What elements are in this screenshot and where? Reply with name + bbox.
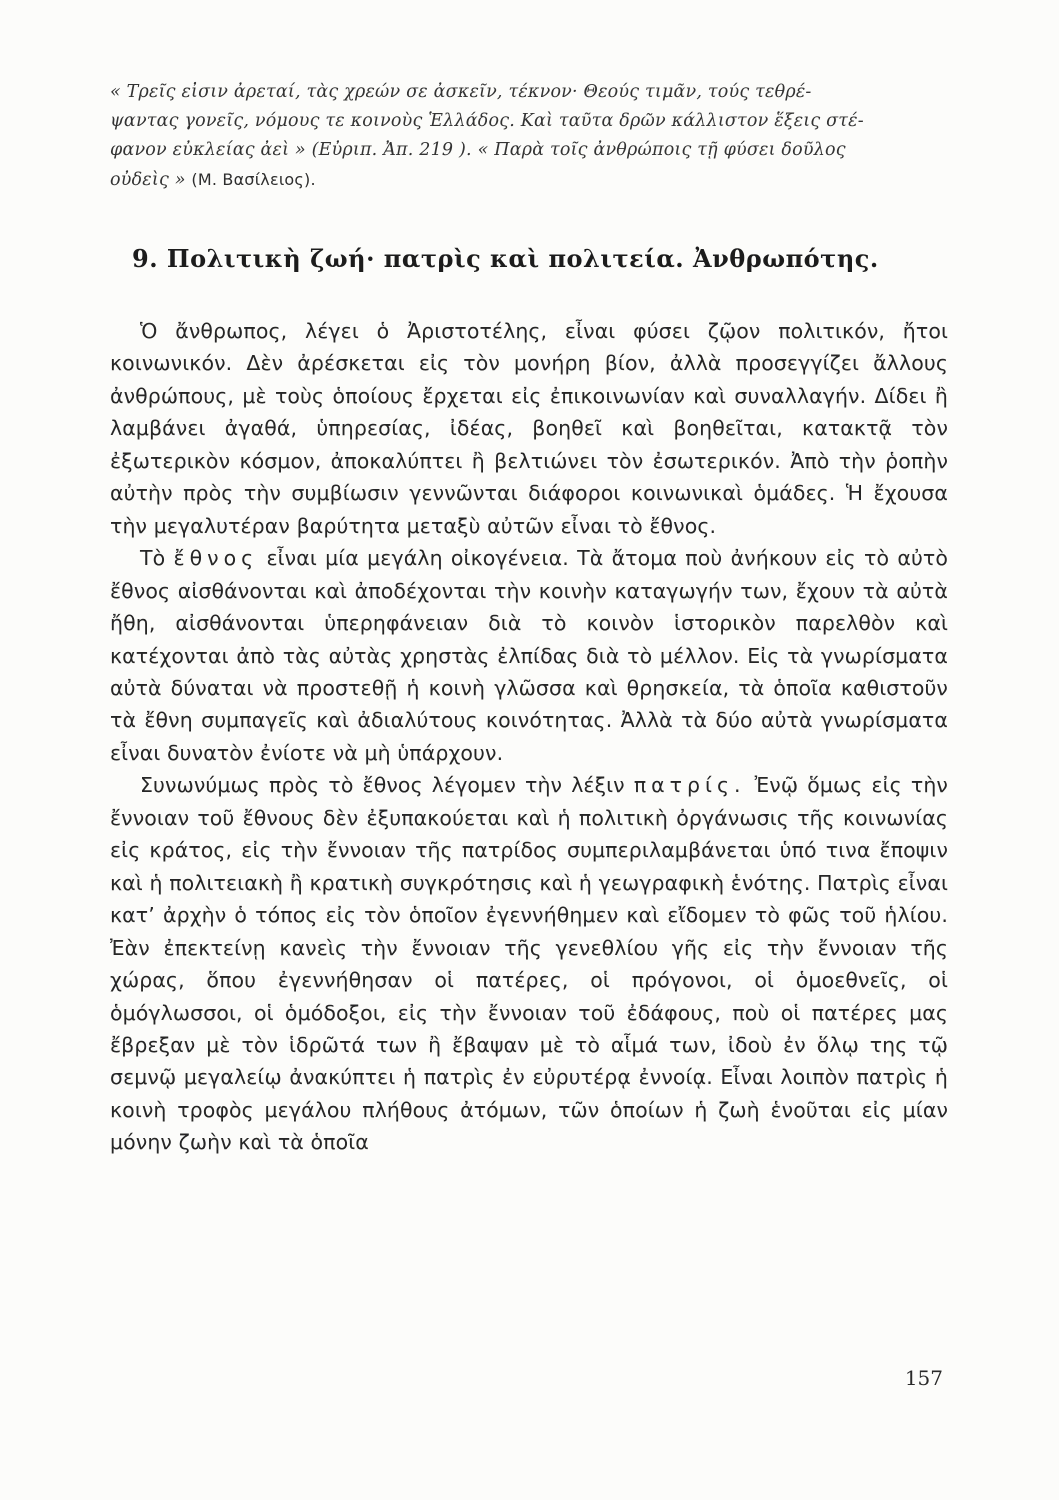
paragraph-3-text: Ἐνῷ ὅμως εἰς τὴν ἔννοιαν τοῦ ἔθνους δὲν ἐξυπακούεται καὶ ἡ πολιτικὴ ὀργάνωσις τῆς κοινωνίας εἰς κράτος, εἰς τὴν ἔννοιαν τῆς πατρίδος συμπεριλαμβάνεται ὑπό τινα ἔποψιν καὶ ἡ πολιτειακὴ ἢ κρατικὴ συγκρότησις καὶ ἡ γεωγραφικὴ ἑνότης. Πατρὶς εἶναι κατ’ ἀρχὴν ὁ τόπος εἰς τὸν ὁποῖον ἐγεννήθημεν καὶ εἴδομεν τὸ φῶς τοῦ ἡλίου. Ἐὰν ἐπεκτείνῃ κανεὶς τὴν ἔννοιαν τῆς γενεθλίου γῆς εἰς τὴν ἔννοιαν τῆς χώρας, ὅπου ἐγεννήθησαν οἱ πατέρες, οἱ πρόγονοι, οἱ ὁμοεθνεῖς, οἱ ὁμόγλωσσοι, οἱ ὁμόδοξοι, εἰς τὴν ἔννοιαν τοῦ ἐδάφους, ποὺ οἱ πατέρες μας ἔβρεξαν μὲ τὸν ἱδρῶτά των ἢ ἔβαψαν μὲ τὸ αἷμά των, ἰδοὺ ἐν ὅλῳ της τῷ σεμνῷ μεγαλείῳ ἀνακύπτει ἡ πατρὶς ἐν εὐρυτέρᾳ ἐννοίᾳ. Εἶναι λοιπὸν πατρὶς ἡ κοινὴ τροφὸς μεγάλου πλήθους ἀτόμων, τῶν ὁποίων ἡ ζωὴ ἑνοῦται εἰς μίαν μόνην ζωὴν καὶ τὰ ὁποῖα bbox=[110, 773, 948, 1155]
paragraph-1: Ὁ ἄνθρωπος, λέγει ὁ Ἀριστοτέλης, εἶναι φύσει ζῷον πολιτικόν, ἤτοι κοινωνικόν. Δὲν ἀρέσκεται εἰς τὸν μονήρη βίον, ἀλλὰ προσεγγίζει ἄλλους ἀνθρώπους, μὲ τοὺς ὁποίους ἔρχεται εἰς ἐπικοινωνίαν καὶ συναλλαγήν. Δίδει ἢ λαμβάνει ἀγαθά, ὑπηρεσίας, ἰδέας, βοηθεῖ καὶ βοηθεῖται, κατακτᾷ τὸν ἐξωτερικὸν κόσμον, ἀποκαλύπτει ἢ βελτιώνει τὸν ἐσωτερικόν. Ἀπὸ τὴν ῥοπὴν αὐτὴν πρὸς τὴν συμβίωσιν γεννῶνται διάφοροι κοινωνικαὶ ὁμάδες. Ἡ ἔχουσα τὴν μεγαλυτέραν βαρύτητα μεταξὺ αὐτῶν εἶναι τὸ ἔθνος. bbox=[110, 319, 948, 538]
paragraph-3-lead: Συνωνύμως πρὸς τὸ ἔθνος λέγομεν τὴν λέξιν bbox=[140, 773, 625, 798]
paragraph-2-text: εἶναι μία μεγάλη οἰκογένεια. Τὰ ἄτομα ποὺ ἀνήκουν εἰς τὸ αὐτὸ ἔθνος αἰσθάνονται καὶ ἀποδέχονται τὴν κοινὴν καταγωγήν των, ἔχουν τὰ αὐτὰ ἤθη, αἰσθάνονται ὑπερηφάνειαν διὰ τὸ κοινὸν ἱστορικὸν παρελθὸν καὶ κατέχονται ἀπὸ τὰς αὐτὰς χρηστὰς ἐλπίδας διὰ τὸ μέλλον. Εἰς τὰ γνωρίσματα αὐτὰ δύναται νὰ προστεθῇ ἡ κοινὴ γλῶσσα καὶ θρησκεία, τὰ ὁποῖα καθιστοῦν τὰ ἔθνη συμπαγεῖς καὶ ἀδιαλύτους κοινότητας. Ἀλλὰ τὰ δύο αὐτὰ γνωρίσματα εἶναι δυνατὸν ἐνίοτε νὰ μὴ ὑπάρχουν. bbox=[110, 546, 949, 765]
section-heading: 9. Πολιτικὴ ζωή· πατρὶς καὶ πολιτεία. Ἀνθρωπότης. bbox=[132, 244, 879, 273]
epigraph-quote bbox=[110, 78, 950, 195]
quote-line-1: « Τρεῖς εἰσιν ἀρεταί, τὰς χρεών σε ἀσκεῖν, τέκνον· Θεούς τιμᾶν, τούς τεθρέ- bbox=[110, 82, 812, 102]
quote-line-3: φανον εὐκλείας ἀεὶ » (Εὐριπ. Ἀπ. 219 ). « Παρὰ τοῖς ἀνθρώποις τῇ φύσει δοῦλος bbox=[110, 140, 846, 160]
paragraph-2 bbox=[110, 542, 948, 769]
page-number: 157 bbox=[904, 1366, 943, 1390]
paragraph-2-lead: Τὸ bbox=[140, 546, 166, 571]
quote-line-4 bbox=[110, 165, 950, 195]
term-patris: πατρίς. bbox=[633, 773, 746, 798]
term-ethnos: ἔθνος bbox=[173, 546, 259, 571]
paragraph-3 bbox=[110, 769, 948, 1158]
quote-attribution: (Μ. Βασίλειος). bbox=[191, 170, 316, 189]
quote-line-4-text: οὐδεὶς » bbox=[110, 170, 186, 190]
quote-line-2: ψαντας γονεῖς, νόμους τε κοινοὺς Ἑλλάδος. Καὶ ταῦτα δρῶν κάλλιστον ἕξεις στέ- bbox=[110, 111, 864, 131]
body-text bbox=[110, 315, 948, 1159]
